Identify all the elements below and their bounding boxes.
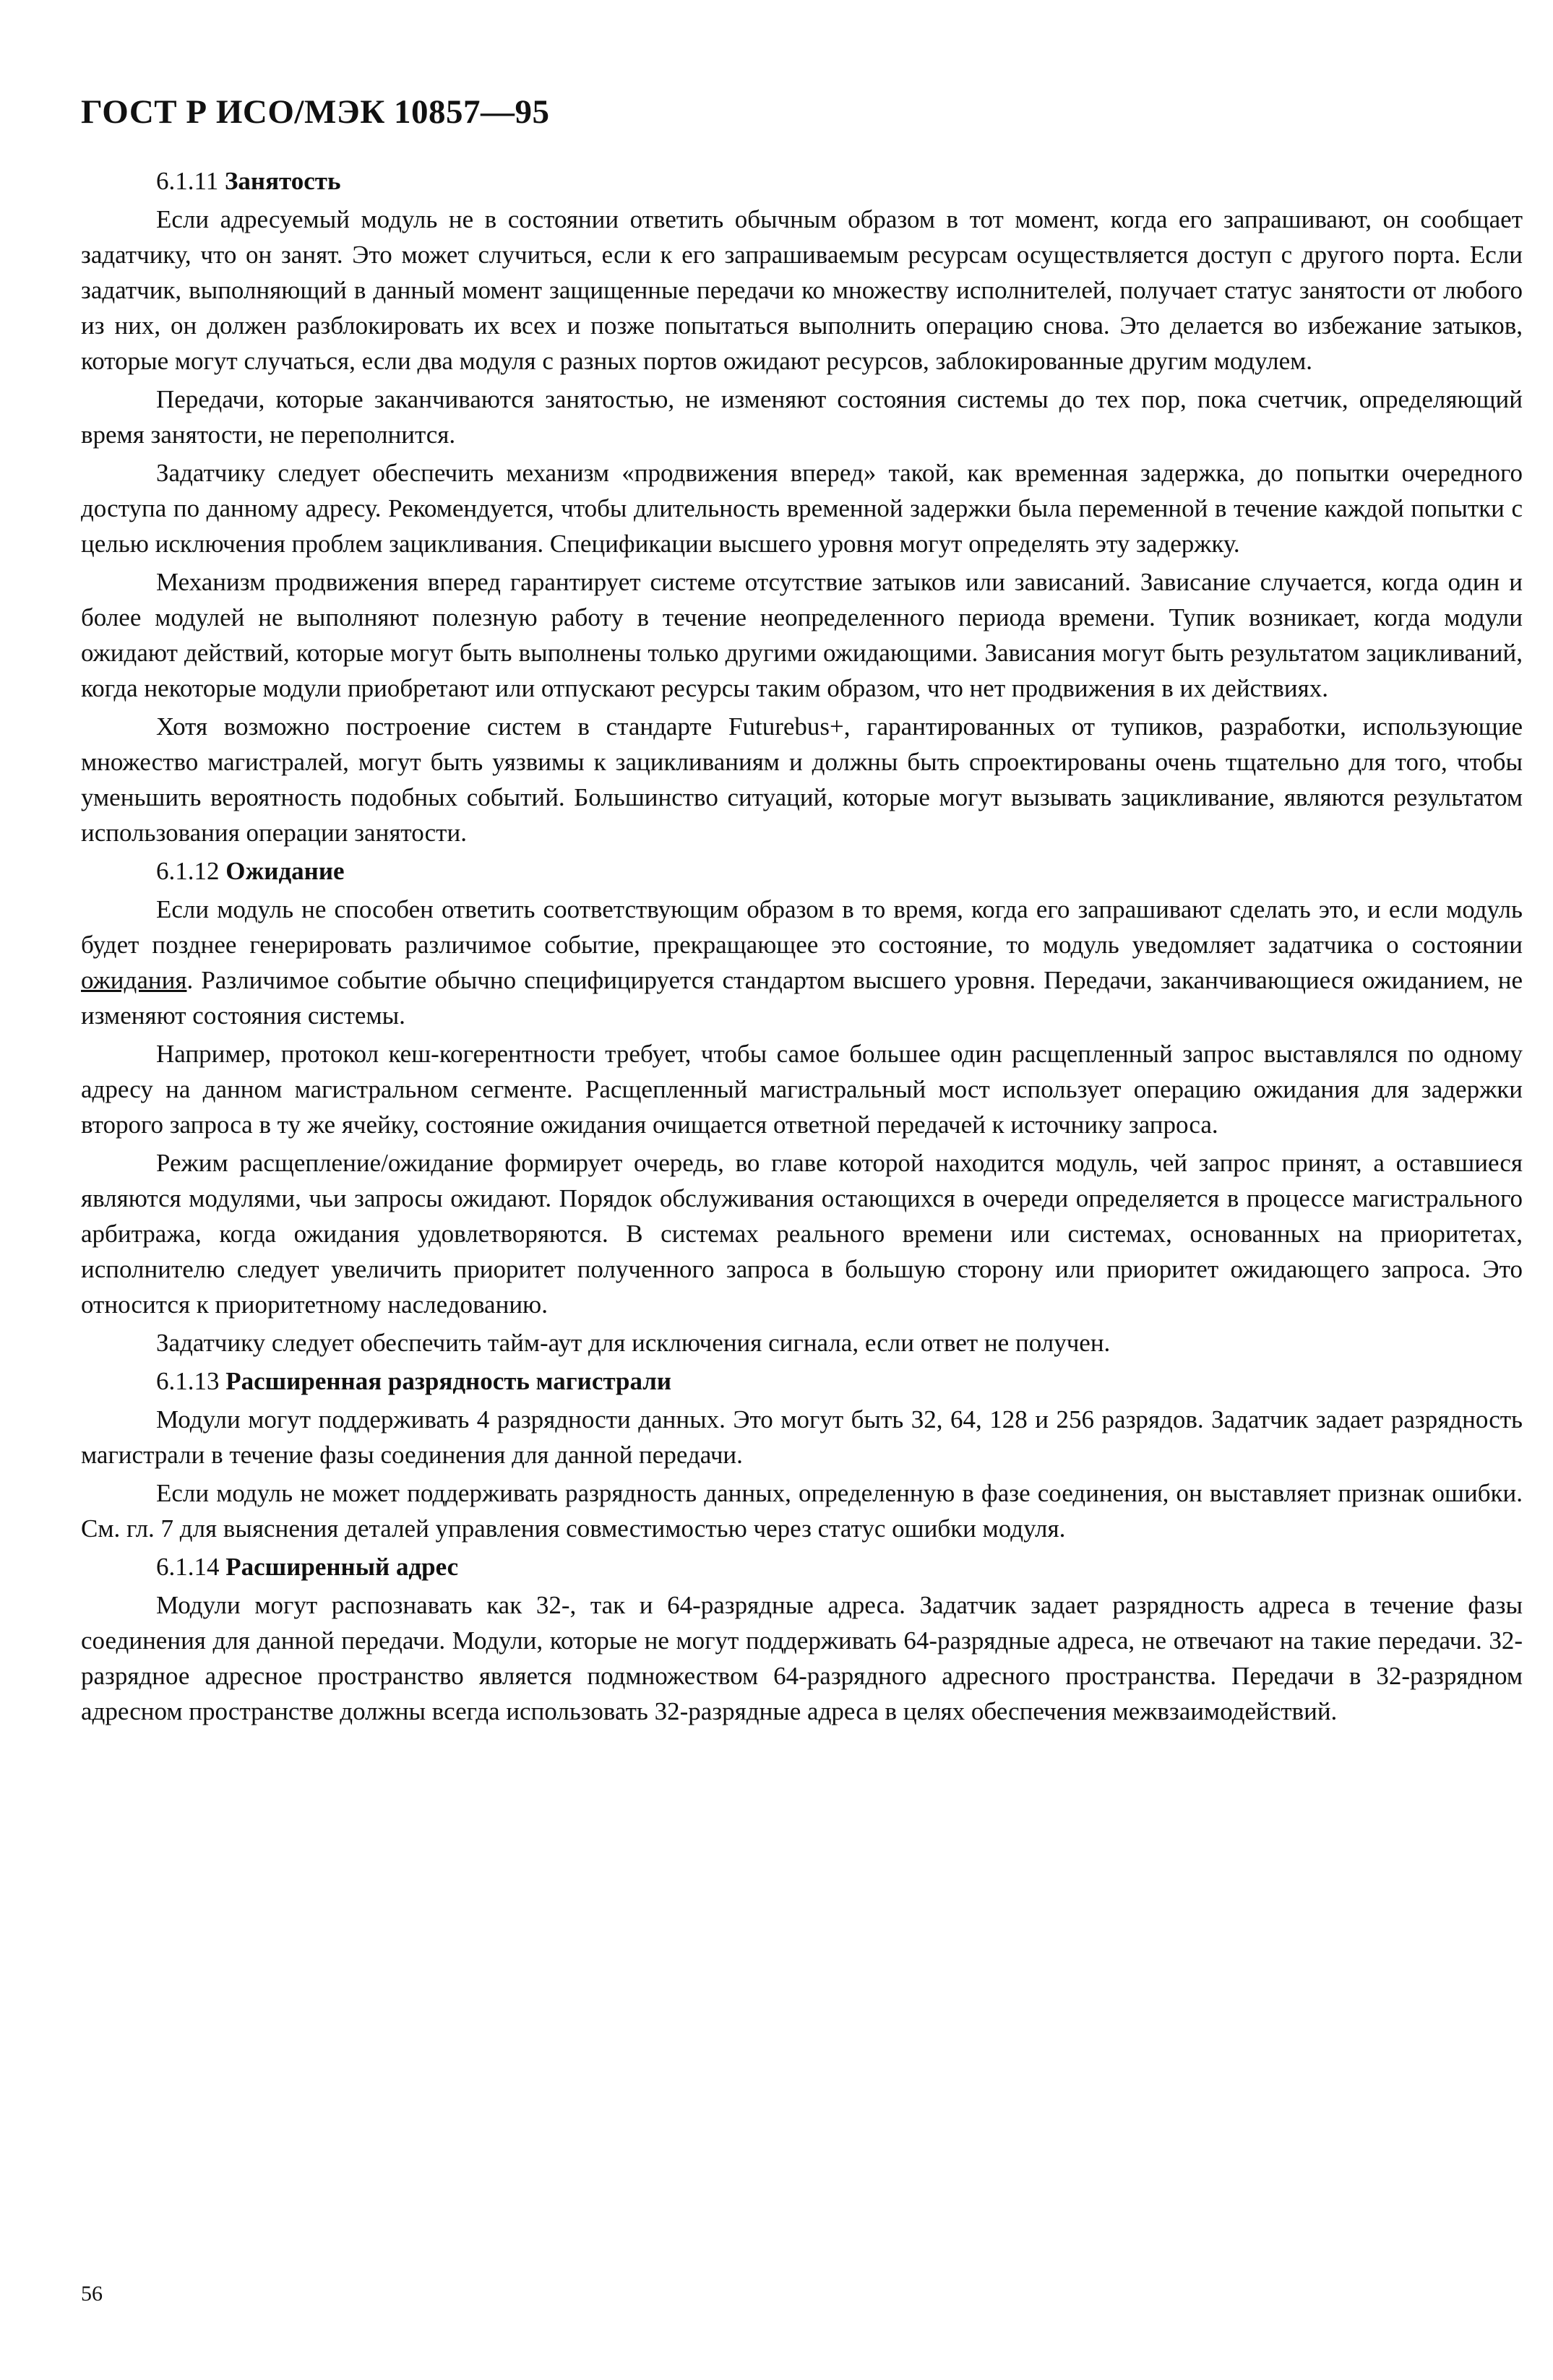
underlined-term: ожидания [81, 966, 187, 994]
section-heading-6-1-11 [81, 163, 1523, 199]
paragraph [81, 892, 1523, 1033]
paragraph: Механизм продвижения вперед гарантирует системе отсутствие затыков или зависаний. Зависание случается, когда один и более модулей не выполняют полезную работу в течение неопределенного периода времени. Тупик возникает, когда модули ожидают действий, которые могут быть выполнены только другими ожидающими. Зависания могут быть результатом зацикливаний, когда некоторые модули приобретают или отпускают ресурсы таким образом, что нет продвижения в их действиях. [81, 568, 1523, 702]
section-number: 6.1.14 [156, 1553, 220, 1581]
section-heading-6-1-14 [81, 1549, 1523, 1584]
paragraph-text: . Различимое событие обычно специфицируется стандартом высшего уровня. Передачи, заканчивающиеся ожиданием, не изменяют состояния системы. [81, 966, 1523, 1030]
paragraph: Модули могут поддерживать 4 разрядности данных. Это могут быть 32, 64, 128 и 256 разрядов. Задатчик задает разрядность магистрали в течение фазы соединения для данной передачи. [81, 1405, 1523, 1469]
section-title: Расширенная разрядность магистрали [225, 1367, 672, 1395]
paragraph: Например, протокол кеш-когерентности требует, чтобы самое большее один расщепленный запрос выставлялся по одному адресу на данном магистральном сегменте. Расщепленный магистральный мост использует операцию ожидания для задержки второго запроса в ту же ячейку, состояние ожидания очищается ответной передачей к источнику запроса. [81, 1040, 1523, 1139]
paragraph: Модули могут распознавать как 32-, так и 64-разрядные адреса. Задатчик задает разрядность адреса в течение фазы соединения для данной передачи. Модули, которые не могут поддерживать 64-разрядные адреса, не отвечают на такие передачи. 32-разрядное адресное пространство является подмножеством 64-разрядного адресного пространства. Передачи в 32-разрядном адресном пространстве должны всегда использовать 32-разрядные адреса в целях обеспечения межвзаимодействий. [81, 1591, 1523, 1725]
document-page [81, 92, 1523, 2332]
document-body [81, 163, 1523, 1729]
paragraph: Если адресуемый модуль не в состоянии ответить обычным образом в тот момент, когда его запрашивают, он сообщает задатчику, что он занят. Это может случиться, если к его запрашиваемым ресурсам осуществляется доступ с другого порта. Если задатчик, выполняющий в данный момент защищенные передачи ко множеству исполнителей, получает статус занятости от любого из них, он должен разблокировать их всех и позже попытаться выполнить операцию снова. Это делается во избежание затыков, которые могут случаться, если два модуля с разных портов ожидают ресурсов, заблокированные другим модулем. [81, 205, 1523, 375]
page-number: 56 [81, 2282, 103, 2306]
section-number: 6.1.11 [156, 167, 219, 195]
section-heading-6-1-12 [81, 853, 1523, 889]
paragraph: Задатчику следует обеспечить механизм «продвижения вперед» такой, как временная задержка, до попытки очередного доступа по данному адресу. Рекомендуется, чтобы длительность временной задержки была переменной в течение каждой попытки с целью исключения проблем зацикливания. Спецификации высшего уровня могут определять эту задержку. [81, 459, 1523, 558]
section-number: 6.1.12 [156, 857, 220, 885]
paragraph: Передачи, которые заканчиваются занятостью, не изменяют состояния системы до тех пор, пока счетчик, определяющий время занятости, не переполнится. [81, 385, 1523, 449]
running-header: ГОСТ Р ИСО/МЭК 10857—95 [81, 93, 550, 131]
section-title: Расширенный адрес [225, 1553, 459, 1581]
paragraph: Хотя возможно построение систем в стандарте Futurebus+, гарантированных от тупиков, разработки, использующие множество магистралей, могут быть уязвимы к зацикливаниям и должны быть спроектированы очень тщательно для того, чтобы уменьшить вероятность подобных событий. Большинство ситуаций, которые могут вызывать зацикливание, являются результатом использования операции занятости. [81, 712, 1523, 847]
section-heading-6-1-13 [81, 1363, 1523, 1399]
section-number: 6.1.13 [156, 1367, 220, 1395]
paragraph: Если модуль не может поддерживать разрядность данных, определенную в фазе соединения, он выставляет признак ошибки. См. гл. 7 для выяснения деталей управления совместимостью через статус ошибки модуля. [81, 1479, 1523, 1543]
paragraph-text: Если модуль не способен ответить соответствующим образом в то время, когда его запрашивают сделать это, и если модуль будет позднее генерировать различимое событие, прекращающее это состояние, то модуль уведомляет задатчика о состоянии [81, 895, 1523, 959]
section-title: Занятость [224, 167, 341, 195]
paragraph: Режим расщепление/ожидание формирует очередь, во главе которой находится модуль, чей запрос принят, а оставшиеся являются модулями, чьи запросы ожидают. Порядок обслуживания остающихся в очереди определяется в процессе магистрального арбитража, когда ожидания удовлетворяются. В системах реального времени или системах, основанных на приоритетах, исполнителю следует увеличить приоритет полученного запроса в большую сторону или приоритет ожидающего запроса. Это относится к приоритетному наследованию. [81, 1149, 1523, 1319]
paragraph: Задатчику следует обеспечить тайм-аут для исключения сигнала, если ответ не получен. [156, 1329, 1111, 1357]
section-title: Ожидание [225, 857, 345, 885]
